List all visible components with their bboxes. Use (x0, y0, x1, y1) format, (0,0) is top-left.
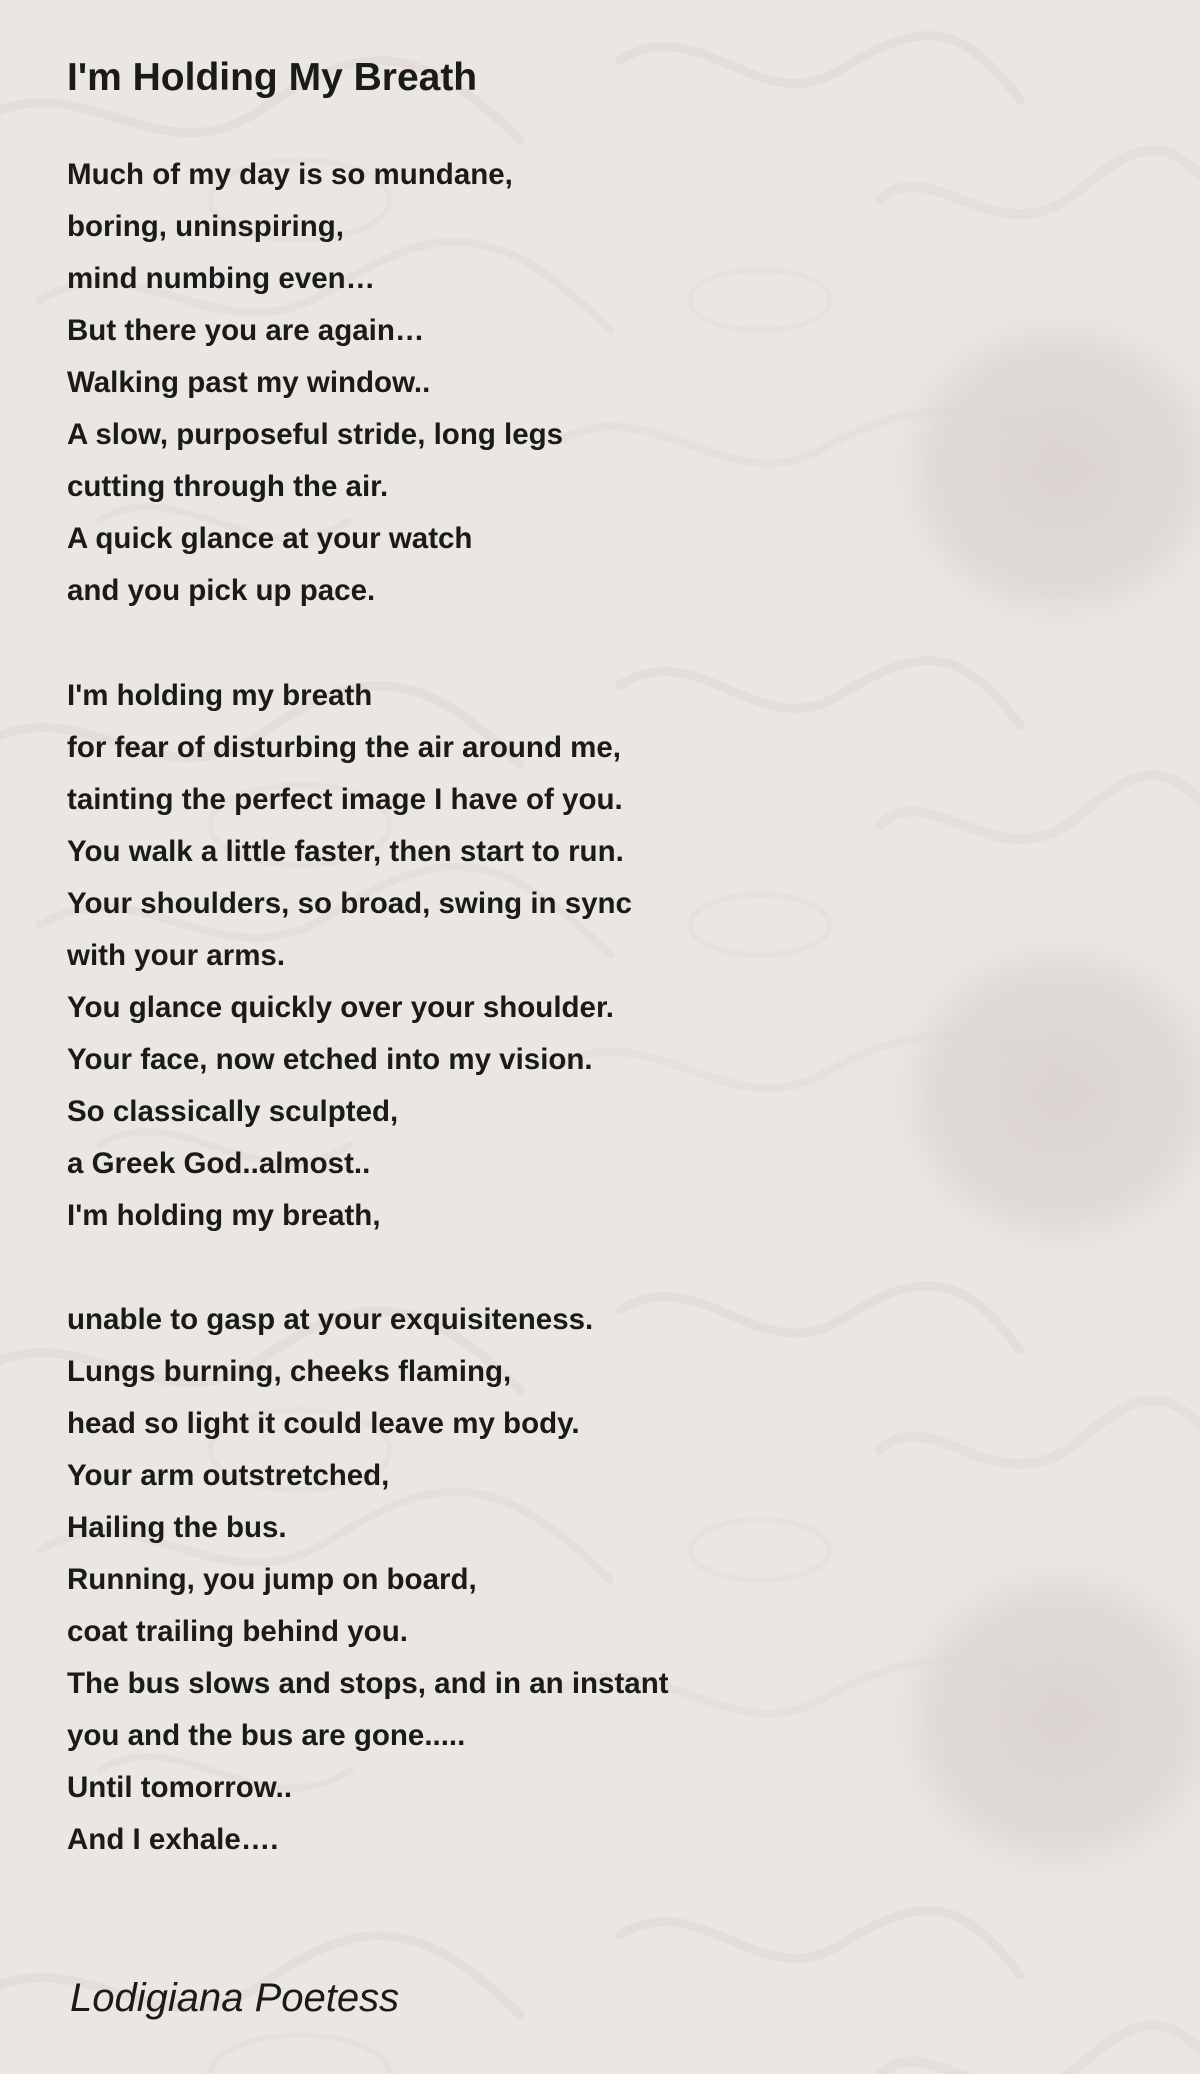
poem-line: a Greek God..almost.. (67, 1147, 371, 1180)
poem-line: A quick glance at your watch (67, 522, 473, 555)
poem-line: cutting through the air. (67, 470, 389, 503)
poem-line: But there you are again… (67, 314, 425, 347)
poem-line: The bus slows and stops, and in an instant (67, 1667, 669, 1700)
poem-stanza-1 (67, 149, 563, 617)
poem-line: head so light it could leave my body. (67, 1407, 580, 1440)
poem-line: I'm holding my breath (67, 679, 373, 712)
poem-line: unable to gasp at your exquisiteness. (67, 1303, 594, 1336)
poem-line: I'm holding my breath, (67, 1199, 381, 1232)
poem-line: Hailing the bus. (67, 1511, 287, 1544)
poem-line: Until tomorrow.. (67, 1771, 293, 1804)
poem-line: and you pick up pace. (67, 574, 376, 607)
poem-line: Your face, now etched into my vision. (67, 1043, 593, 1076)
poem-line: Lungs burning, cheeks flaming, (67, 1355, 512, 1388)
poem-line: And I exhale…. (67, 1823, 279, 1856)
poem-line: for fear of disturbing the air around me, (67, 731, 621, 764)
poem-line: You glance quickly over your shoulder. (67, 991, 614, 1024)
poem-line: Walking past my window.. (67, 366, 431, 399)
poem-stanza-2 (67, 670, 632, 1242)
poem-author: Lodigiana Poetess (70, 1976, 400, 2020)
poem-line: A slow, purposeful stride, long legs (67, 418, 564, 451)
poem-line: with your arms. (67, 939, 286, 972)
poem-line: boring, uninspiring, (67, 210, 344, 243)
poem-line: So classically sculpted, (67, 1095, 399, 1128)
poem-line: You walk a little faster, then start to run. (67, 835, 624, 868)
poem-line: Running, you jump on board, (67, 1563, 477, 1596)
poem-line: Your shoulders, so broad, swing in sync (67, 887, 632, 920)
poem-title: I'm Holding My Breath (67, 56, 478, 99)
poem-line: Much of my day is so mundane, (67, 158, 513, 191)
poem-line: tainting the perfect image I have of you. (67, 783, 623, 816)
poem-line: mind numbing even… (67, 262, 376, 295)
poem-stanza-3 (67, 1294, 669, 1866)
poem-line: Your arm outstretched, (67, 1459, 390, 1492)
poem-line: coat trailing behind you. (67, 1615, 408, 1648)
poem-line: you and the bus are gone..... (67, 1719, 466, 1752)
